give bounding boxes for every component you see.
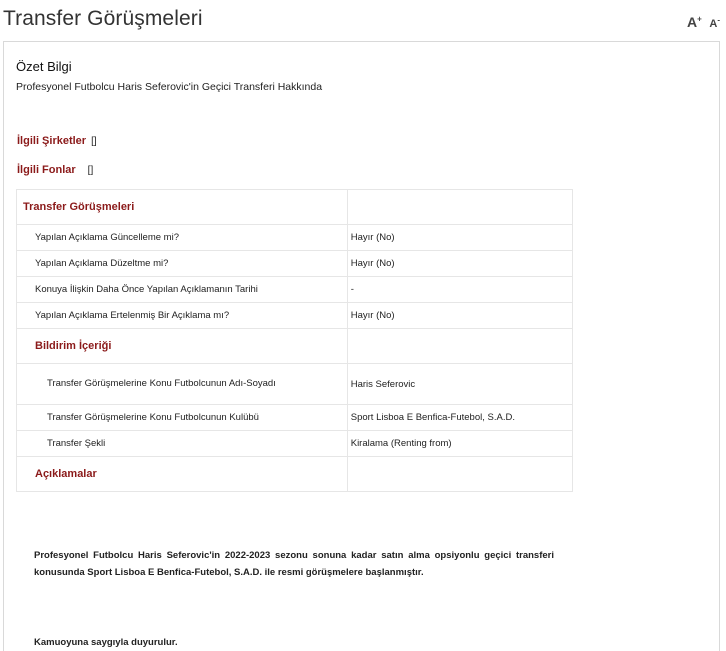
row-value: Hayır (No) — [347, 303, 572, 329]
row-label: Transfer Görüşmelerine Konu Futbolcunun Kulübü — [17, 405, 348, 431]
font-increase-label: A — [686, 14, 698, 30]
row-value: Kiralama (Renting from) — [347, 431, 572, 457]
row-label: Yapılan Açıklama Düzeltme mi? — [17, 251, 348, 277]
explanation-paragraph: Profesyonel Futbolcu Haris Seferovic'in 2022-2023 sezonu sonuna kadar satın alma opsiyonlu geçici transferi konusunda Sport Lisboa E Benfica-Futebol, S.A.D. ile resmi görüşmelere başlanmıştır. — [34, 550, 554, 578]
font-decrease-button[interactable] — [709, 15, 720, 30]
table-row — [17, 277, 573, 303]
content-title-empty — [347, 329, 572, 364]
content-section-header — [17, 329, 573, 364]
table-row — [17, 431, 573, 457]
row-label: Konuya İlişkin Daha Önce Yapılan Açıklamanın Tarihi — [17, 277, 348, 303]
disclosure-table — [16, 189, 573, 492]
table-row — [17, 251, 573, 277]
table-section-header — [17, 190, 573, 225]
related-funds-label: İlgili Fonlar — [17, 164, 76, 176]
related-funds — [17, 164, 93, 176]
explanations-title-empty — [347, 457, 572, 492]
row-value: - — [347, 277, 572, 303]
table-row — [17, 225, 573, 251]
section-title: Transfer Görüşmeleri — [17, 190, 348, 225]
font-increase-button[interactable] — [687, 14, 702, 30]
row-label: Transfer Şekli — [17, 431, 348, 457]
related-companies — [17, 135, 97, 147]
related-companies-label: İlgili Şirketler — [17, 135, 87, 147]
disclosure-panel — [3, 41, 720, 651]
summary-title: Özet Bilgi — [16, 59, 72, 74]
row-value: Haris Seferovic — [347, 364, 572, 405]
content-title: Bildirim İçeriği — [17, 329, 348, 364]
table-row — [17, 303, 573, 329]
section-title-empty — [347, 190, 572, 225]
related-funds-value: [] — [87, 165, 94, 176]
closing-text: Kamuoyuna saygıyla duyurulur. — [34, 637, 178, 648]
table-row — [17, 364, 573, 405]
row-label: Yapılan Açıklama Güncelleme mi? — [17, 225, 348, 251]
related-companies-value: [] — [91, 136, 97, 147]
font-size-controls — [687, 14, 720, 30]
font-decrease-label: A — [709, 18, 718, 30]
row-label: Yapılan Açıklama Ertelenmiş Bir Açıklama mı? — [17, 303, 348, 329]
font-decrease-sign: - — [717, 15, 720, 25]
font-increase-sign: + — [697, 14, 702, 24]
summary-text: Profesyonel Futbolcu Haris Seferovic'in Geçici Transferi Hakkında — [16, 81, 323, 93]
table-row — [17, 405, 573, 431]
page-title: Transfer Görüşmeleri — [3, 7, 203, 30]
row-label: Transfer Görüşmelerine Konu Futbolcunun Adı-Soyadı — [17, 364, 348, 405]
row-value: Hayır (No) — [347, 251, 572, 277]
explanations-title: Açıklamalar — [17, 457, 348, 492]
explanations-section-header — [17, 457, 573, 492]
row-value: Sport Lisboa E Benfica-Futebol, S.A.D. — [347, 405, 572, 431]
row-value: Hayır (No) — [347, 225, 572, 251]
